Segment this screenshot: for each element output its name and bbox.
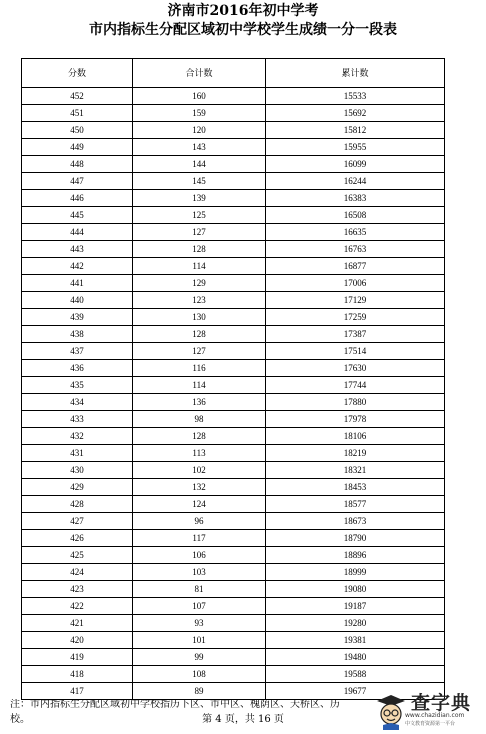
cell-count: 124 [133,496,266,513]
cell-score: 448 [22,156,133,173]
table-row [22,666,445,683]
table-row [22,156,445,173]
scholar-mascot-icon [375,692,407,730]
table-row [22,513,445,530]
cell-score: 434 [22,394,133,411]
cell-cumulative: 17880 [266,394,445,411]
cell-score: 420 [22,632,133,649]
cell-cumulative: 17978 [266,411,445,428]
cell-score: 431 [22,445,133,462]
cell-score: 446 [22,190,133,207]
cell-count: 139 [133,190,266,207]
cell-cumulative: 19480 [266,649,445,666]
table-row [22,530,445,547]
footnote-continued: 校。 [10,714,30,725]
cell-score: 429 [22,479,133,496]
cell-count: 127 [133,224,266,241]
cell-cumulative: 18577 [266,496,445,513]
cell-cumulative: 18673 [266,513,445,530]
cell-count: 98 [133,411,266,428]
table-row [22,190,445,207]
cell-cumulative: 15955 [266,139,445,156]
cell-count: 102 [133,462,266,479]
cell-count: 125 [133,207,266,224]
table-row [22,360,445,377]
table-row [22,377,445,394]
cell-score: 437 [22,343,133,360]
cell-score: 417 [22,683,133,700]
cell-score: 418 [22,666,133,683]
table-row [22,88,445,105]
cell-count: 107 [133,598,266,615]
col-header-score: 分数 [22,59,133,88]
col-header-cumulative: 累计数 [266,59,445,88]
table-row [22,394,445,411]
watermark-logo [375,688,483,732]
cell-cumulative: 16508 [266,207,445,224]
cell-cumulative: 18896 [266,547,445,564]
doc-title-line2: 市内指标生分配区域初中学校学生成绩一分一段表 [89,22,397,38]
table-row [22,479,445,496]
cell-cumulative: 18106 [266,428,445,445]
cell-cumulative: 18999 [266,564,445,581]
cell-count: 117 [133,530,266,547]
cell-cumulative: 15692 [266,105,445,122]
cell-count: 99 [133,649,266,666]
cell-cumulative: 17514 [266,343,445,360]
cell-score: 439 [22,309,133,326]
table-row [22,258,445,275]
table-row [22,411,445,428]
cell-cumulative: 17744 [266,377,445,394]
table-row [22,564,445,581]
watermark-tagline: 中文教育资源第一平台 [405,721,456,727]
cell-score: 426 [22,530,133,547]
cell-count: 108 [133,666,266,683]
cell-score: 432 [22,428,133,445]
cell-cumulative: 17630 [266,360,445,377]
table-row [22,632,445,649]
cell-count: 113 [133,445,266,462]
cell-cumulative: 17129 [266,292,445,309]
cell-cumulative: 19080 [266,581,445,598]
cell-count: 103 [133,564,266,581]
table-row [22,462,445,479]
cell-cumulative: 18321 [266,462,445,479]
cell-score: 421 [22,615,133,632]
cell-count: 130 [133,309,266,326]
cell-score: 441 [22,275,133,292]
cell-cumulative: 19381 [266,632,445,649]
cell-count: 96 [133,513,266,530]
cell-score: 438 [22,326,133,343]
table-row [22,343,445,360]
footnote: 注：市内指标生分配区域初中学校指历下区、市中区、槐荫区、天桥区、历 [10,699,340,710]
cell-cumulative: 16099 [266,156,445,173]
page-number: 第 4 页，共 16 页 [202,714,284,725]
watermark-name: 查字典 [411,692,472,714]
cell-count: 145 [133,173,266,190]
cell-score: 451 [22,105,133,122]
table-body [22,88,445,700]
cell-count: 106 [133,547,266,564]
table-row [22,241,445,258]
cell-score: 445 [22,207,133,224]
cell-cumulative: 16877 [266,258,445,275]
cell-score: 424 [22,564,133,581]
table-header-row [22,59,445,88]
table-row [22,496,445,513]
cell-score: 442 [22,258,133,275]
cell-score: 435 [22,377,133,394]
cell-score: 449 [22,139,133,156]
cell-cumulative: 16763 [266,241,445,258]
cell-count: 128 [133,428,266,445]
cell-score: 443 [22,241,133,258]
cell-cumulative: 15812 [266,122,445,139]
cell-count: 159 [133,105,266,122]
cell-score: 425 [22,547,133,564]
cell-score: 430 [22,462,133,479]
cell-count: 128 [133,241,266,258]
table-row [22,292,445,309]
cell-score: 436 [22,360,133,377]
cell-count: 101 [133,632,266,649]
doc-title-line1: 济南市2016年初中学考 [167,3,319,19]
cell-count: 114 [133,377,266,394]
table-row [22,275,445,292]
cell-count: 114 [133,258,266,275]
cell-cumulative: 17387 [266,326,445,343]
cell-cumulative: 18219 [266,445,445,462]
cell-cumulative: 16635 [266,224,445,241]
cell-cumulative: 19280 [266,615,445,632]
cell-count: 120 [133,122,266,139]
cell-cumulative: 19677 [266,683,445,700]
cell-count: 144 [133,156,266,173]
table-row [22,224,445,241]
cell-cumulative: 19588 [266,666,445,683]
cell-cumulative: 16244 [266,173,445,190]
table-row [22,428,445,445]
cell-cumulative: 17006 [266,275,445,292]
table-row [22,207,445,224]
table-row [22,547,445,564]
cell-score: 433 [22,411,133,428]
cell-count: 128 [133,326,266,343]
cell-count: 93 [133,615,266,632]
table-row [22,581,445,598]
cell-score: 428 [22,496,133,513]
cell-count: 132 [133,479,266,496]
cell-score: 419 [22,649,133,666]
cell-count: 116 [133,360,266,377]
cell-score: 444 [22,224,133,241]
cell-count: 160 [133,88,266,105]
cell-cumulative: 19187 [266,598,445,615]
table-row [22,649,445,666]
cell-count: 129 [133,275,266,292]
table-row [22,122,445,139]
cell-cumulative: 16383 [266,190,445,207]
cell-cumulative: 15533 [266,88,445,105]
col-header-count: 合计数 [133,59,266,88]
cell-cumulative: 18453 [266,479,445,496]
table-row [22,326,445,343]
cell-score: 422 [22,598,133,615]
cell-score: 450 [22,122,133,139]
cell-count: 81 [133,581,266,598]
cell-score: 440 [22,292,133,309]
cell-count: 143 [133,139,266,156]
table-row [22,139,445,156]
cell-cumulative: 17259 [266,309,445,326]
cell-count: 136 [133,394,266,411]
cell-cumulative: 18790 [266,530,445,547]
table-row [22,615,445,632]
table-row [22,445,445,462]
cell-count: 89 [133,683,266,700]
table-row [22,105,445,122]
cell-score: 423 [22,581,133,598]
cell-score: 452 [22,88,133,105]
score-distribution-table [21,58,445,700]
cell-count: 123 [133,292,266,309]
cell-score: 427 [22,513,133,530]
table-row [22,173,445,190]
table-row [22,309,445,326]
table-row [22,598,445,615]
cell-score: 447 [22,173,133,190]
cell-count: 127 [133,343,266,360]
watermark-url: www.chazidian.com [405,712,465,719]
